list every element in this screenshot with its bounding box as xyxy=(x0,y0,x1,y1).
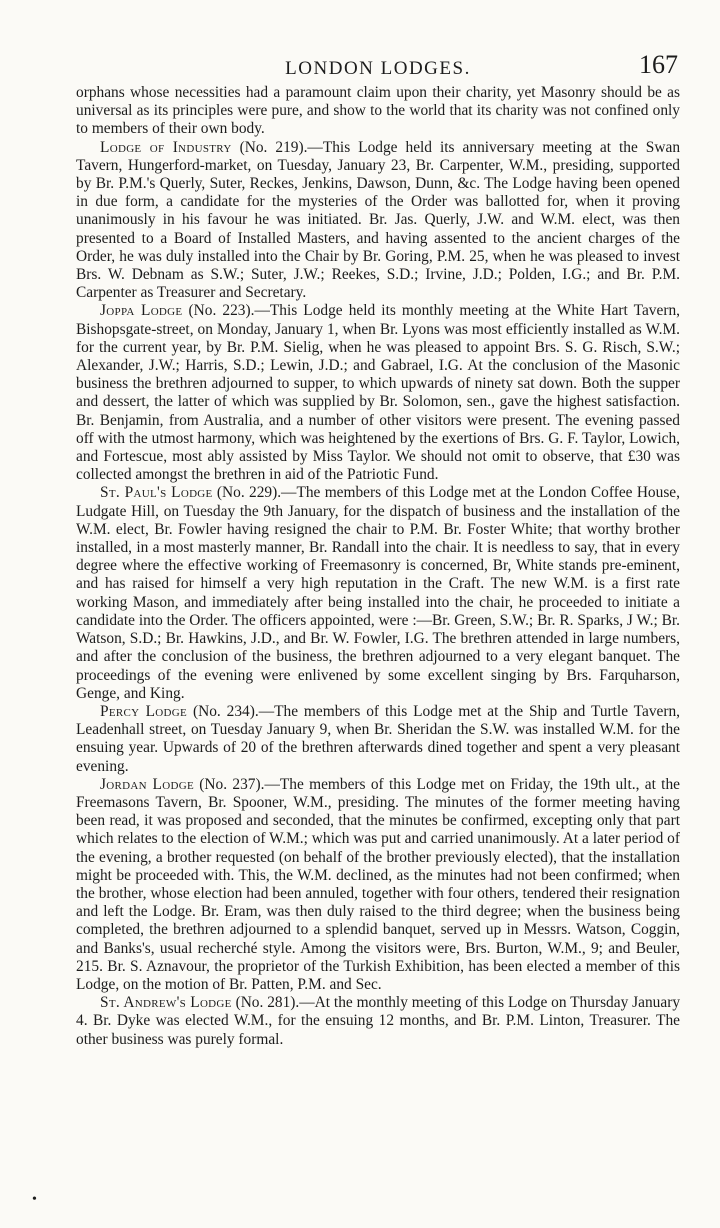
page-number: 167 xyxy=(639,50,678,79)
paragraph-jordan-lodge xyxy=(76,776,680,994)
paragraph-st-pauls-lodge xyxy=(76,484,680,702)
running-title: LONDON LODGES. xyxy=(285,58,471,79)
paragraph-joppa-lodge xyxy=(76,302,680,484)
article-body xyxy=(76,84,680,1049)
lodge-name: Joppa Lodge xyxy=(100,302,183,320)
paragraph-text: orphans whose necessities had a paramount claim upon their charity, yet Masonry should be as universal as its principles were pure, and show to the world that its charity was not confined only to members of their own body. xyxy=(76,84,680,138)
paragraph-percy-lodge xyxy=(76,703,680,776)
running-head xyxy=(76,50,680,84)
paragraph-text: (No. 237).—The members of this Lodge met on Friday, the 19th ult., at the Freemasons Tavern, Br. Spooner, W.M., presiding. The minutes of the former meeting having been read, it was proposed and seconded, that the minutes be confirmed, excepting only that part which relates to the election of W.M.; which was put and carried unanimously. At a later period of the evening, a brother requested (on behalf of the brother previously elected), that the installation might be proceeded with. This, the W.M. declined, as the minutes had not been confirmed; when the brother, whose election had been annuled, together with four others, tendered their resignation and left the Lodge. Br. Eram, was then duly raised to the third degree; when the business being completed, the brethren adjourned to a splendid banquet, served up in Messrs. Watson, Coggin, and Banks's, usual recherché style. Among the visitors were, Brs. Burton, W.M., 9; and Beuler, 215. Br. S. Aznavour, the proprietor of the Turkish Exhibition, has been elected a member of this Lodge, on the motion of Br. Patten, P.M. and Sec. xyxy=(76,775,680,993)
paragraph-text: (No. 281).—At the monthly meeting of this Lodge on Thursday January 4. Br. Dyke was elected W.M., for the ensuing 12 months, and Br. P.M. Linton, Treasurer. The other business was purely formal. xyxy=(76,994,681,1048)
paragraph-text: (No. 219).—This Lodge held its anniversary meeting at the Swan Tavern, Hungerford-market, on Tuesday, January 23, Br. Carpenter, W.M., presiding, supported by Br. P.M.'s Querly, Suter, Reckes, Jenkins, Dawson, Dunn, &c. The Lodge having been opened in due form, a candidate for the mysteries of the Order was ballotted for, when it proving unanimously in his favour he was initiated. Br. Jas. Querly, J.W. and W.M. elect, was then presented to a Board of Installed Masters, and having assented to the ancient charges of the Order, he was duly installed into the Chair by Br. Goring, P.M. 25, when he was pleased to invest Brs. W. Debnam as S.W.; Suter, J.W.; Reekes, S.D.; Irvine, J.D.; Polden, I.G.; and Br. P.M. Carpenter as Treasurer and Secretary. xyxy=(76,138,681,302)
lodge-name: St. Paul's Lodge xyxy=(100,484,213,502)
paragraph-lodge-of-industry xyxy=(76,139,680,303)
margin-mark: • xyxy=(32,1192,37,1207)
paragraph-text: (No. 229).—The members of this Lodge met at the London Coffee House, Ludgate Hill, on Tuesday the 9th January, for the dispatch of business and the installation of the W.M. elect, Br. Fowler having resigned the chair to P.M. Br. Foster White; that worthy brother installed, in a most masterly manner, Br. Randall into the chair. It is needless to say, that in every degree where the effective working of Freemasonry is concerned, Br, White stands pre-eminent, and has raised for himself a very high reputation in the Craft. The new W.M. is a first rate working Mason, and immediately after being installed into the chair, he proceeded to initiate a candidate into the Order. The officers appointed, were :—Br. Green, S.W.; Br. R. Sparks, J W.; Br. Watson, S.D.; Br. Hawkins, J.D., and Br. W. Fowler, I.G. The brethren attended in large numbers, and after the conclusion of the business, the brethren adjourned to a very elegant banquet. The proceedings of the evening were enlivened by some excellent singing by Brs. Farquharson, Genge, and King. xyxy=(76,484,680,702)
lodge-name: Jordan Lodge xyxy=(100,775,194,793)
paragraph-st-andrews-lodge xyxy=(76,994,680,1049)
lodge-name: St. Andrew's Lodge xyxy=(100,994,232,1012)
lodge-name: Percy Lodge xyxy=(100,702,188,720)
paragraph-continuation xyxy=(76,84,680,139)
paragraph-text: (No. 234).—The members of this Lodge met at the Ship and Turtle Tavern, Leadenhall street, on Tuesday January 9, when Br. Sheridan the S.W. was installed W.M. for the ensuing year. Upwards of 20 of the brethren afterwards dined together and spent a very pleasant evening. xyxy=(76,702,681,775)
paragraph-text: (No. 223).—This Lodge held its monthly meeting at the White Hart Tavern, Bishopsgate-street, on Monday, January 1, when Br. Lyons was most efficiently installed as W.M. for the current year, by Br. P.M. Sielig, when he was pleased to appoint Brs. S. G. Risch, S.W.; Alexander, J.W.; Harris, S.D.; Lewin, J.D.; and Gabrael, I.G. At the conclusion of the Masonic business the brethren adjourned to supper, to which upwards of ninety sat down. Both the supper and dessert, the latter of which was supplied by Br. Solomon, sen., gave the highest satisfaction. Br. Benjamin, from Australia, and a number of other visitors were present. The evening passed off with the utmost harmony, which was heightened by the exertions of Brs. G. F. Taylor, Lowich, and Fortescue, most ably assisted by Miss Taylor. We should not omit to observe, that £30 was collected amongst the brethren in aid of the Patriotic Fund. xyxy=(76,302,680,484)
lodge-name: Lodge of Industry xyxy=(100,138,232,156)
